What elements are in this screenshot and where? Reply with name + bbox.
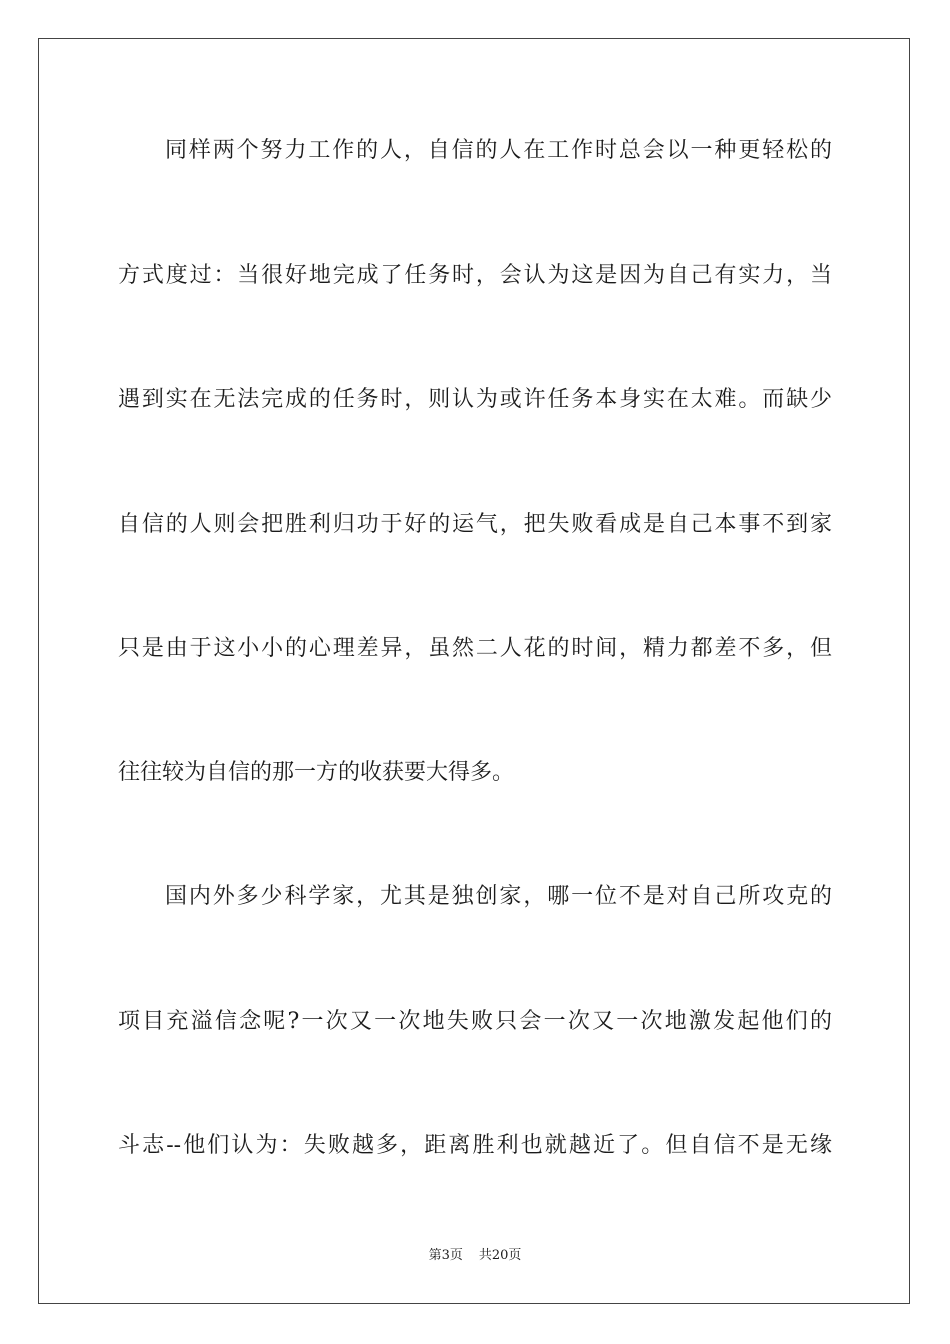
- paragraph-1-line-5: 只是由于这小小的心理差异，虽然二人花的时间，精力都差不多，但: [118, 636, 832, 661]
- paragraph-1-line-1: 同样两个努力工作的人，自信的人在工作时总会以一种更轻松的: [165, 138, 832, 163]
- paragraph-1-line-2: 方式度过：当很好地完成了任务时，会认为这是因为自己有实力，当: [118, 263, 832, 288]
- page-number: 第3页: [428, 1248, 463, 1263]
- paragraph-1-line-3: 遇到实在无法完成的任务时，则认为或许任务本身实在太难。而缺少: [118, 387, 832, 412]
- page-footer: [0, 1248, 950, 1264]
- paragraph-1-line-4: 自信的人则会把胜利归功于好的运气，把失败看成是自己本事不到家: [118, 512, 832, 537]
- paragraph-2-line-1: 国内外多少科学家，尤其是独创家，哪一位不是对自己所攻克的: [165, 884, 832, 909]
- paragraph-2-line-2: 项目充溢信念呢?一次又一次地失败只会一次又一次地激发起他们的: [118, 1009, 832, 1034]
- page-total: 共20页: [478, 1248, 522, 1263]
- paragraph-2-line-3: 斗志--他们认为：失败越多，距离胜利也就越近了。但自信不是无缘: [118, 1133, 832, 1158]
- paragraph-1-line-6: 往往较为自信的那一方的收获要大得多。: [118, 760, 515, 785]
- page-border: [38, 38, 910, 1304]
